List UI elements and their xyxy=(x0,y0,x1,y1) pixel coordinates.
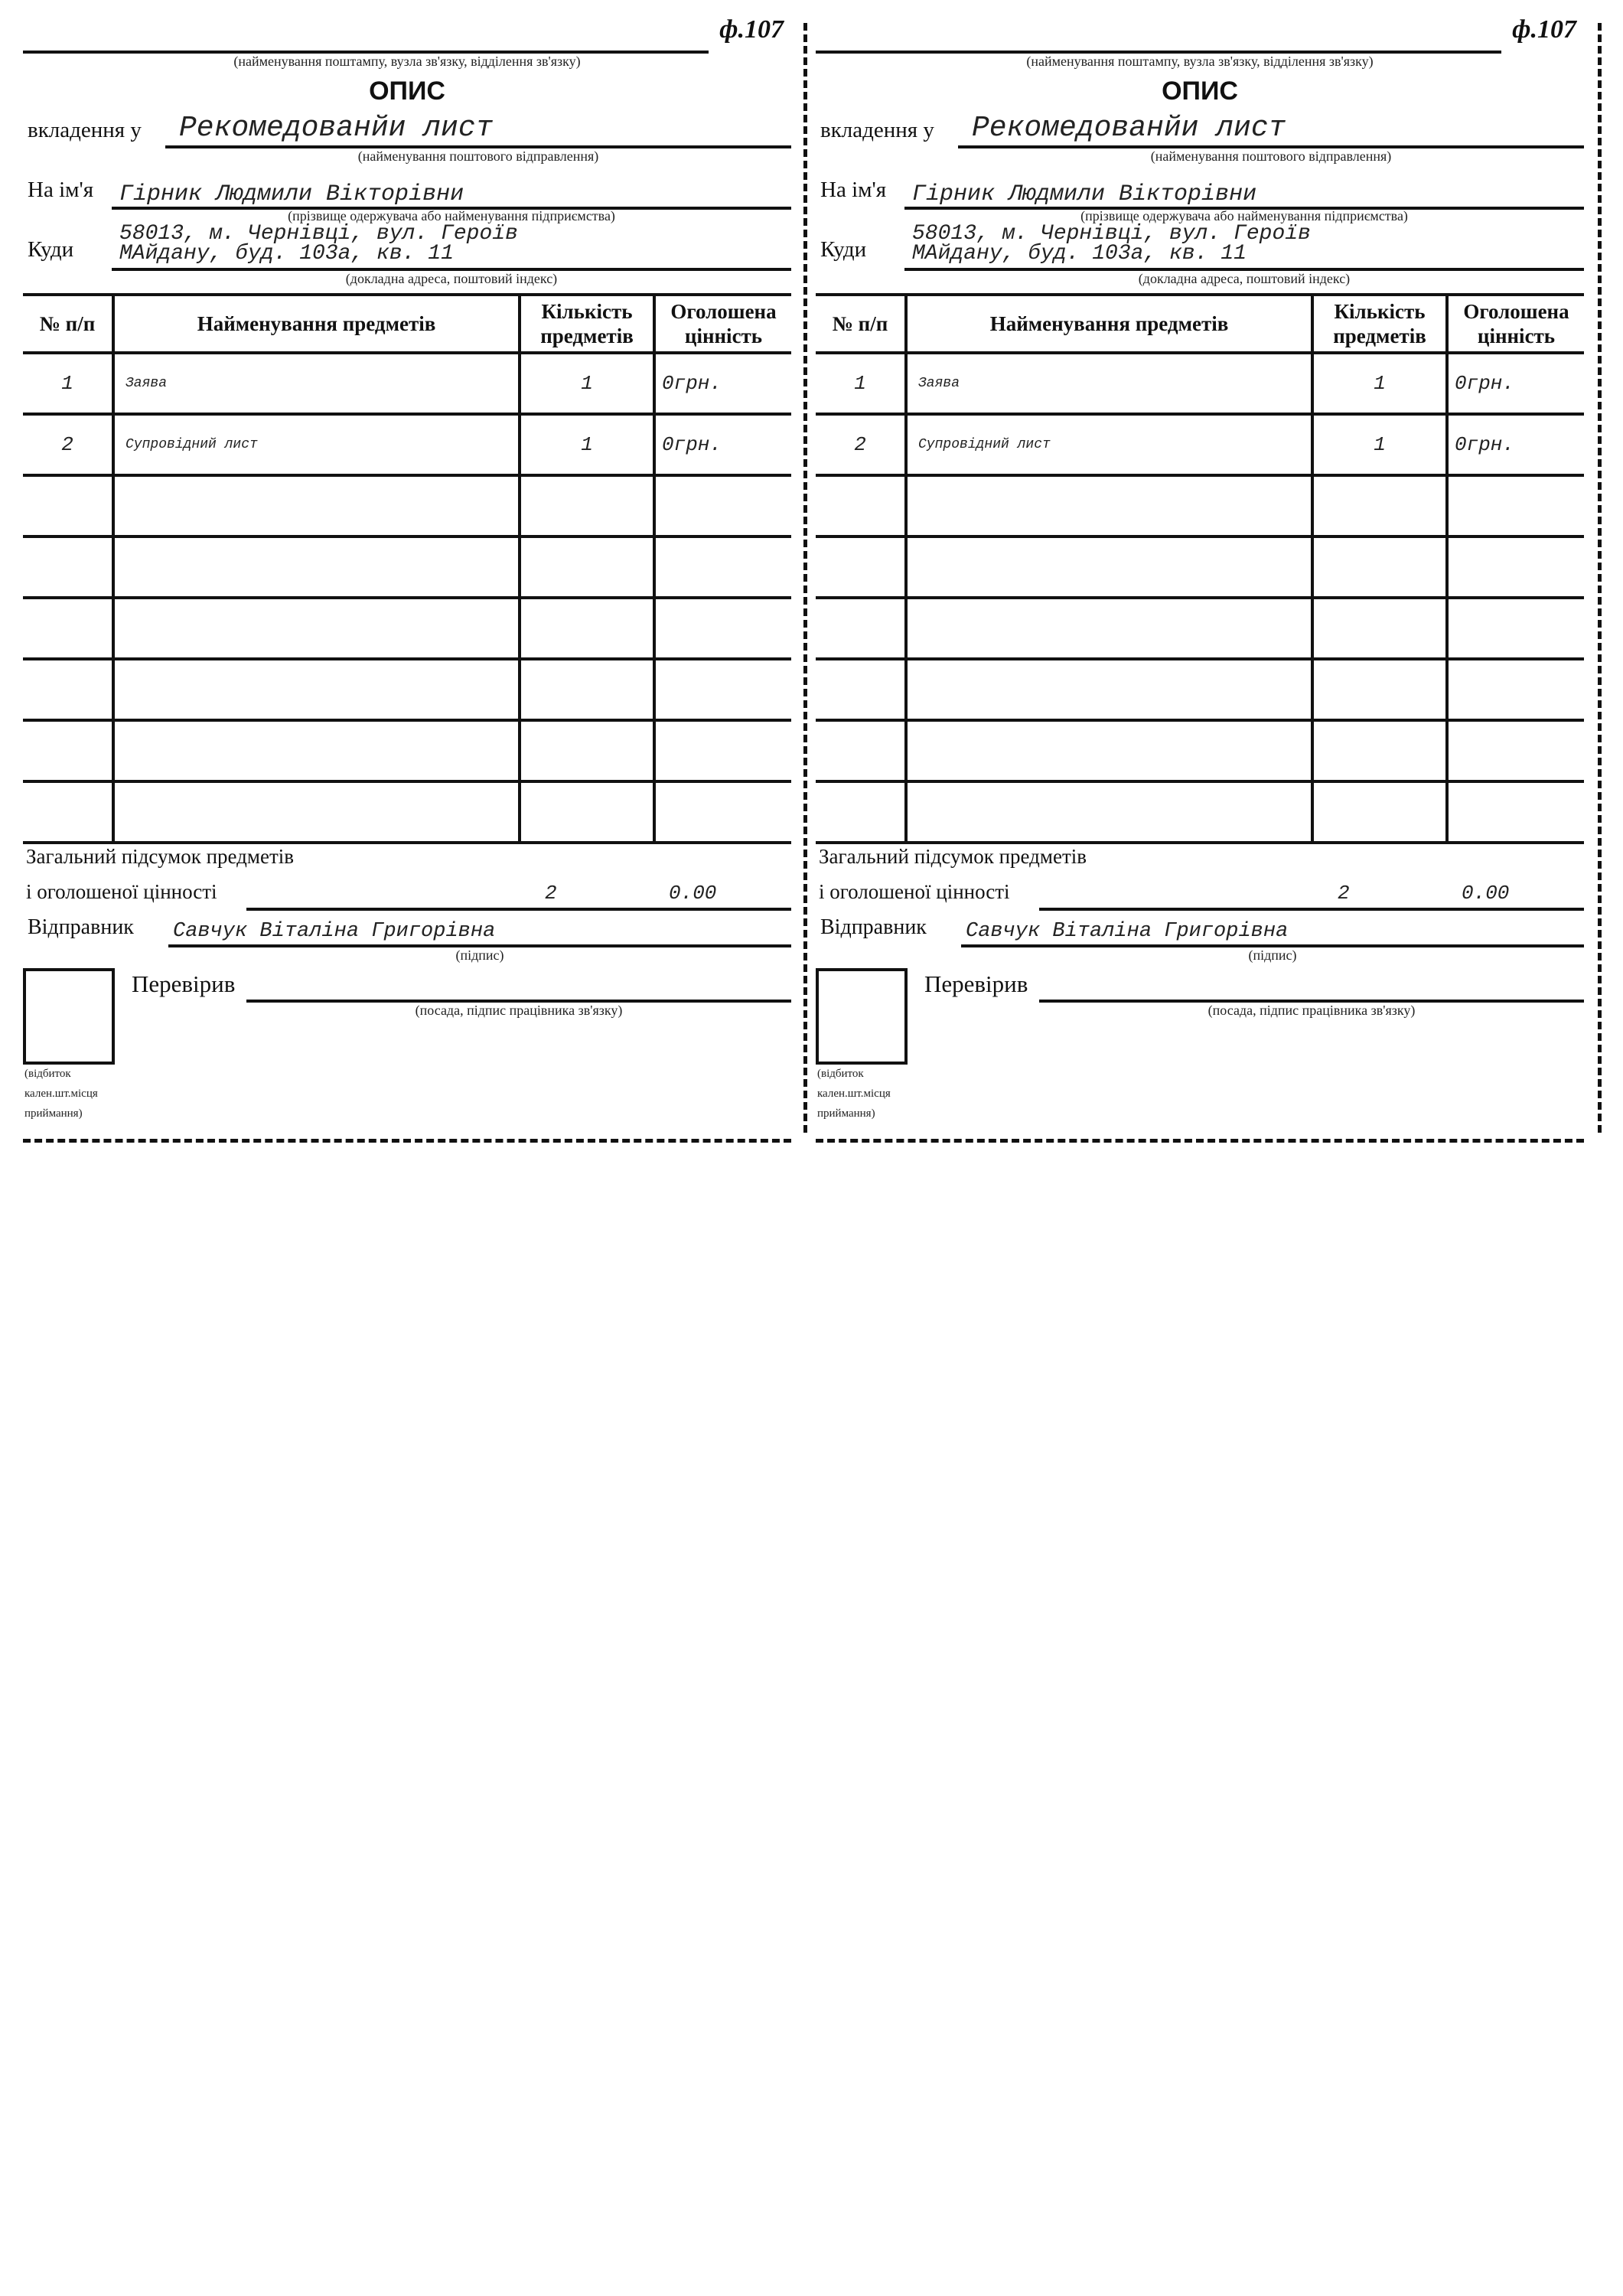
signature-caption: (підпис) xyxy=(1248,947,1297,963)
form-title: ОПИС xyxy=(1162,77,1238,106)
enclosure-value[interactable]: Рекомедованйи лист xyxy=(179,112,494,145)
item-quantity[interactable]: 1 xyxy=(520,414,654,475)
item-name[interactable] xyxy=(113,659,520,720)
cut-line-center xyxy=(803,23,807,1133)
inventory-form-left xyxy=(23,0,791,1148)
table-row xyxy=(23,414,791,475)
signature-caption: (підпис) xyxy=(455,947,504,963)
address-caption: (докладна адреса, поштовий індекс) xyxy=(345,271,558,286)
item-name[interactable]: Супровідний лист xyxy=(906,414,1312,475)
item-declared-value[interactable] xyxy=(654,475,791,536)
item-quantity[interactable] xyxy=(1312,781,1447,843)
stamp-caption: (відбиток кален.шт.місця приймання) xyxy=(24,1068,98,1120)
table-row xyxy=(23,475,791,536)
address-line-2[interactable]: МАйдану, буд. 103а, кв. 11 xyxy=(119,242,454,266)
total-label-line-2: і оголошеної цінності xyxy=(26,880,217,903)
table-row xyxy=(816,475,1584,536)
item-name[interactable] xyxy=(113,781,520,843)
item-quantity[interactable]: 1 xyxy=(1312,414,1447,475)
item-name[interactable] xyxy=(906,659,1312,720)
header-quantity: Кількість предметів xyxy=(520,295,654,353)
checked-caption: (посада, підпис працівника зв'язку) xyxy=(415,1003,623,1018)
table-row xyxy=(23,720,791,781)
table-row xyxy=(23,781,791,843)
table-row xyxy=(816,598,1584,659)
items-table xyxy=(23,293,791,844)
item-name[interactable]: Заява xyxy=(113,353,520,414)
item-number[interactable] xyxy=(23,720,113,781)
items-table-header xyxy=(816,295,1584,353)
header-number: № п/п xyxy=(816,295,906,353)
item-declared-value[interactable]: 0грн. xyxy=(654,414,791,475)
table-row xyxy=(816,536,1584,598)
item-declared-value[interactable] xyxy=(654,781,791,843)
cut-line-bottom xyxy=(816,1139,1584,1143)
item-name[interactable] xyxy=(906,781,1312,843)
checked-label: Перевірив xyxy=(924,970,1028,997)
header-quantity: Кількість предметів xyxy=(1312,295,1447,353)
stamp-box xyxy=(23,968,115,1065)
item-number[interactable] xyxy=(816,720,906,781)
stamp-box xyxy=(816,968,908,1065)
item-name[interactable] xyxy=(113,536,520,598)
item-number[interactable] xyxy=(816,598,906,659)
item-number[interactable] xyxy=(816,475,906,536)
item-declared-value[interactable] xyxy=(1447,475,1584,536)
item-quantity[interactable] xyxy=(520,781,654,843)
table-row xyxy=(816,781,1584,843)
address-caption: (докладна адреса, поштовий індекс) xyxy=(1138,271,1351,286)
item-name[interactable] xyxy=(113,598,520,659)
address-label: Куди xyxy=(820,237,867,262)
table-row xyxy=(816,720,1584,781)
item-declared-value[interactable] xyxy=(1447,659,1584,720)
item-declared-value[interactable]: 0грн. xyxy=(654,353,791,414)
recipient-value[interactable]: Гірник Людмили Вікторівни xyxy=(119,181,464,207)
item-number[interactable] xyxy=(23,781,113,843)
recipient-label: На ім'я xyxy=(820,178,887,202)
item-name[interactable] xyxy=(113,475,520,536)
sender-value[interactable]: Савчук Віталіна Григорівна xyxy=(173,920,496,943)
item-declared-value[interactable] xyxy=(1447,598,1584,659)
item-number[interactable] xyxy=(816,536,906,598)
item-name[interactable] xyxy=(906,475,1312,536)
enclosure-value[interactable]: Рекомедованйи лист xyxy=(972,112,1286,145)
checked-caption: (посада, підпис працівника зв'язку) xyxy=(1207,1003,1416,1018)
header-item-name: Найменування предметів xyxy=(906,295,1312,353)
recipient-value[interactable]: Гірник Людмили Вікторівни xyxy=(912,181,1257,207)
table-row xyxy=(23,353,791,414)
post-office-caption: (найменування поштампу, вузла зв'язку, відділення зв'язку) xyxy=(1026,54,1374,69)
total-line xyxy=(246,908,791,911)
enclosure-caption: (найменування поштового відправлення) xyxy=(1150,148,1392,164)
enclosure-label: вкладення у xyxy=(28,118,142,142)
cut-line-bottom xyxy=(23,1139,791,1143)
item-number[interactable] xyxy=(23,475,113,536)
item-quantity[interactable] xyxy=(520,536,654,598)
item-quantity[interactable] xyxy=(1312,598,1447,659)
item-declared-value[interactable] xyxy=(1447,781,1584,843)
item-name[interactable]: Супровідний лист xyxy=(113,414,520,475)
recipient-caption: (прізвище одержувача або найменування підприємства) xyxy=(1080,208,1408,223)
total-line xyxy=(1039,908,1584,911)
total-label-line-1: Загальний підсумок предметів xyxy=(819,845,1087,868)
item-name[interactable]: Заява xyxy=(906,353,1312,414)
post-office-caption: (найменування поштампу, вузла зв'язку, відділення зв'язку) xyxy=(233,54,581,69)
item-number[interactable]: 1 xyxy=(23,353,113,414)
item-quantity[interactable] xyxy=(520,659,654,720)
total-count[interactable]: 2 xyxy=(545,882,557,905)
item-declared-value[interactable]: 0грн. xyxy=(1447,353,1584,414)
table-row xyxy=(816,353,1584,414)
sender-label: Відправник xyxy=(820,915,927,939)
items-table xyxy=(816,293,1584,844)
header-number: № п/п xyxy=(23,295,113,353)
item-declared-value[interactable] xyxy=(654,536,791,598)
total-label-line-1: Загальний підсумок предметів xyxy=(26,845,295,868)
header-declared-value: Оголошена цінність xyxy=(654,295,791,353)
total-label-line-2: і оголошеної цінності xyxy=(819,880,1010,903)
sender-label: Відправник xyxy=(28,915,134,939)
form-title: ОПИС xyxy=(369,77,445,106)
total-value[interactable]: 0.00 xyxy=(669,882,717,905)
item-number[interactable]: 1 xyxy=(816,353,906,414)
item-quantity[interactable] xyxy=(1312,536,1447,598)
item-name[interactable] xyxy=(906,598,1312,659)
header-item-name: Найменування предметів xyxy=(113,295,520,353)
item-declared-value[interactable] xyxy=(1447,720,1584,781)
item-declared-value[interactable] xyxy=(654,720,791,781)
stamp-caption: (відбиток кален.шт.місця приймання) xyxy=(817,1068,891,1120)
item-declared-value[interactable] xyxy=(654,659,791,720)
total-count[interactable]: 2 xyxy=(1338,882,1350,905)
table-row xyxy=(23,659,791,720)
item-quantity[interactable] xyxy=(520,720,654,781)
item-quantity[interactable] xyxy=(1312,659,1447,720)
item-quantity[interactable] xyxy=(520,475,654,536)
item-quantity[interactable] xyxy=(520,598,654,659)
item-number[interactable]: 2 xyxy=(816,414,906,475)
address-line-1[interactable]: 58013, м. Чернівці, вул. Героїв xyxy=(912,222,1311,246)
item-name[interactable] xyxy=(113,720,520,781)
recipient-caption: (прізвище одержувача або найменування підприємства) xyxy=(288,208,615,223)
cut-line-right xyxy=(1598,23,1602,1133)
item-quantity[interactable]: 1 xyxy=(520,353,654,414)
enclosure-label: вкладення у xyxy=(820,118,934,142)
item-quantity[interactable] xyxy=(1312,720,1447,781)
item-declared-value[interactable] xyxy=(1447,536,1584,598)
item-declared-value[interactable]: 0грн. xyxy=(1447,414,1584,475)
item-number[interactable] xyxy=(23,659,113,720)
items-table-header xyxy=(23,295,791,353)
header-declared-value: Оголошена цінність xyxy=(1447,295,1584,353)
total-value[interactable]: 0.00 xyxy=(1462,882,1510,905)
item-number[interactable] xyxy=(816,781,906,843)
item-number[interactable] xyxy=(816,659,906,720)
table-row xyxy=(23,536,791,598)
address-line-2[interactable]: МАйдану, буд. 103а, кв. 11 xyxy=(912,242,1247,266)
item-declared-value[interactable] xyxy=(654,598,791,659)
form-number: ф.107 xyxy=(1512,15,1576,44)
table-row xyxy=(816,414,1584,475)
item-quantity[interactable]: 1 xyxy=(1312,353,1447,414)
item-quantity[interactable] xyxy=(1312,475,1447,536)
form-number: ф.107 xyxy=(719,15,784,44)
item-name[interactable] xyxy=(906,536,1312,598)
address-line-1[interactable]: 58013, м. Чернівці, вул. Героїв xyxy=(119,222,518,246)
item-name[interactable] xyxy=(906,720,1312,781)
table-row xyxy=(23,598,791,659)
checked-label: Перевірив xyxy=(132,970,236,997)
table-row xyxy=(816,659,1584,720)
inventory-form-right xyxy=(816,0,1584,1148)
address-label: Куди xyxy=(28,237,74,262)
recipient-label: На ім'я xyxy=(28,178,94,202)
enclosure-caption: (найменування поштового відправлення) xyxy=(357,148,599,164)
item-number[interactable] xyxy=(23,536,113,598)
item-number[interactable]: 2 xyxy=(23,414,113,475)
item-number[interactable] xyxy=(23,598,113,659)
sender-value[interactable]: Савчук Віталіна Григорівна xyxy=(966,920,1289,943)
